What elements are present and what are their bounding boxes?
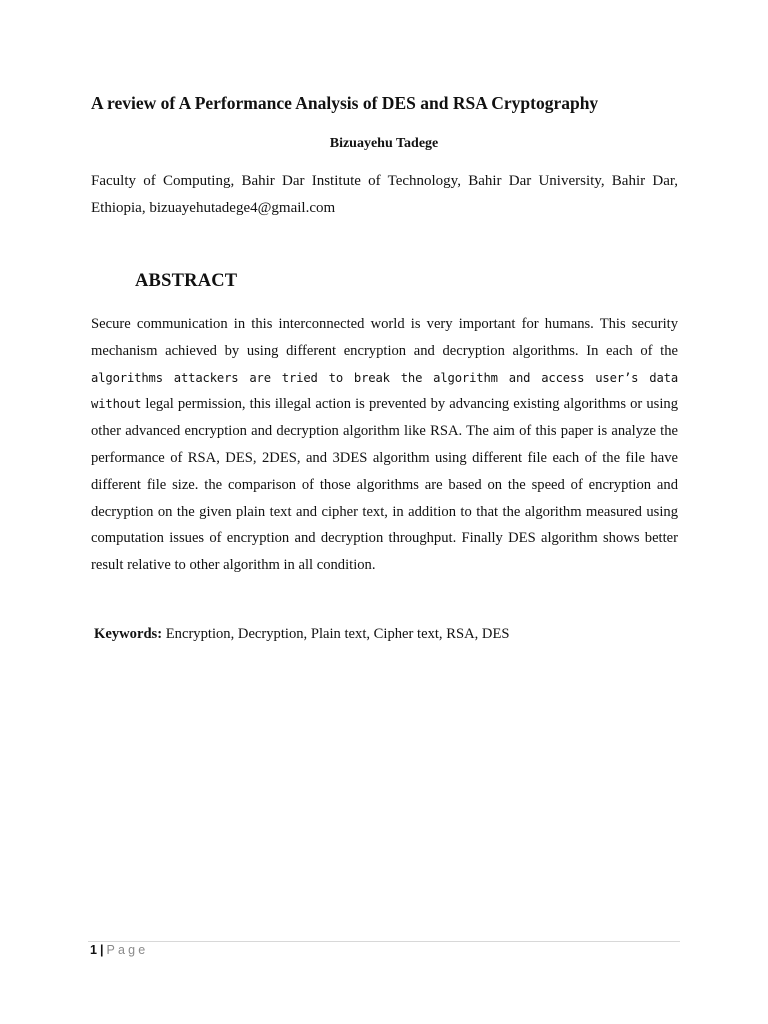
keywords-label: Keywords: <box>94 626 163 642</box>
abstract-text-part1: Secure communication in this interconnected world is very important for humans. This security mechanism achieved by using different encryption and decryption algorithms. In each of the <box>91 316 678 359</box>
abstract-body <box>91 311 678 579</box>
keywords-text: Encryption, Decryption, Plain text, Cipher text, RSA, DES <box>162 626 510 642</box>
page-footer <box>90 943 148 957</box>
author-affiliation: Faculty of Computing, Bahir Dar Institute of Technology, Bahir Dar University, Bahir Dar, Ethiopia, bizuayehutadege4@gmail.com <box>91 173 678 216</box>
keywords-line <box>94 626 694 643</box>
page-label: Page <box>106 943 149 957</box>
author-name: Bizuayehu Tadege <box>329 136 439 151</box>
abstract-heading: ABSTRACT <box>135 271 238 291</box>
footer-separator: | <box>99 943 104 957</box>
abstract-text-part2: algorithms attackers are tried to break the algorithm and access user’s data without <box>91 370 678 412</box>
page-number: 1 <box>90 943 97 957</box>
paper-title: A review of A Performance Analysis of DES and RSA Cryptography <box>91 93 599 113</box>
abstract-text-part3: legal permission, this illegal action is prevented by advancing existing algorithms or using other advanced encryption and decryption algorithm like RSA. The aim of this paper is analyze the performance of RSA, DES, 2DES, and 3DES algorithm using different file each of the file have different file size. the comparison of those algorithms are based on the speed of encryption and decryption on the given plain text and cipher text, in addition to that the algorithm measured using computation issues of encryption and decryption throughput. Finally DES algorithm shows better result relative to other algorithm in all condition. <box>91 396 678 574</box>
footer-divider <box>88 941 680 942</box>
